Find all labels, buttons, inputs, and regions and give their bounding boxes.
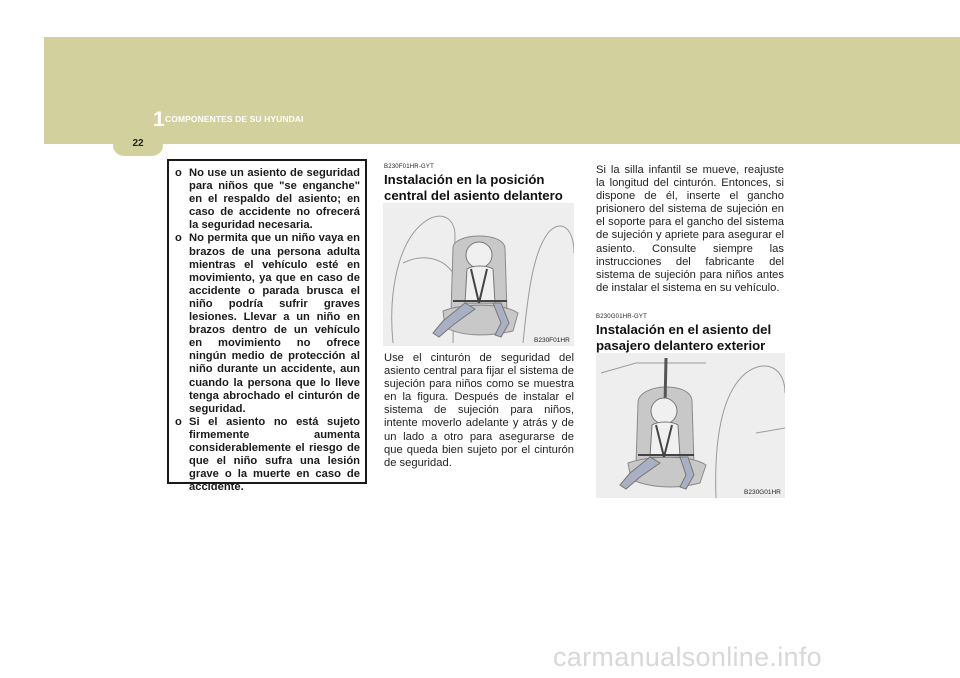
bullet: o [175,167,182,179]
warning-list [175,167,360,494]
section-body: Use el cinturón de seguridad del asiento central para fijar el sistema de sujeción para niños como se muestra en la figura. Después de instalar el sistema de sujeción para niños, intente moverlo adelante y atrás y de un lado a otro para asegurarse de que queda bien sujeto por el cinturón de seguridad. [384,352,574,469]
section-code: B230G01HR-GYT [596,314,647,320]
chapter-title: COMPONENTES DE SU HYUNDAI [165,114,304,124]
child-seat-illustration [596,353,785,498]
figure-caption: B230F01HR [534,337,570,344]
figure-child-seat-center [383,203,574,346]
warning-item [175,232,360,415]
warning-box [167,159,367,494]
section-heading: Instalación en la posición central del asiento delantero [384,172,563,203]
warning-text: No permita que un niño vaya en brazos de una persona adulta mientras el vehículo esté en movimiento, ya que en caso de accidente o parada brusca el niño podría sufrir graves lesiones. Llevar a un niño en brazos dentro de un vehículo en movimiento no ofrece ningún medio de protección al niño durante un accidente, aun cuando la persona que lo lleve tenga abrochado el cinturón de seguridad. [189,232,360,415]
warning-item [175,416,360,495]
header-band [44,37,960,144]
section-heading: Instalación en el asiento del pasajero delantero exterior [596,322,772,353]
warning-item [175,167,360,232]
child-seat-illustration [383,203,574,346]
bullet: o [175,232,182,245]
warning-text: Si el asiento no está sujeto firmemente aumenta considerablemente el riesgo de que el niño sufra una lesión grave o la muerte en caso de accidente. [189,415,360,494]
bullet: o [175,415,182,428]
chapter-number: 1 [153,108,165,131]
page-number: 22 [132,138,144,149]
intro-paragraph: Si la silla infantil se mueve, reajuste la longitud del cinturón. Entonces, si dispone de él, inserte el gancho prisionero del sistema de sujeción en el soporte para el gancho del sistema de sujeción y apriete para asegurar el asiento. Consulte siempre las instrucciones del fabricante del sistema de sujeción para niños antes de instalar el sistema en su vehículo. [596,164,784,294]
figure-child-seat-passenger [596,353,785,498]
figure-caption: B230G01HR [744,489,781,496]
section-code: B230F01HR-GYT [384,164,434,170]
warning-text: No use un asiento de seguridad para niños que "se enganche" en el respaldo del asiento; en caso de accidente no ofrecerá la seguridad necesaria. [189,167,360,232]
watermark: carmanualsonline.info [553,642,822,672]
